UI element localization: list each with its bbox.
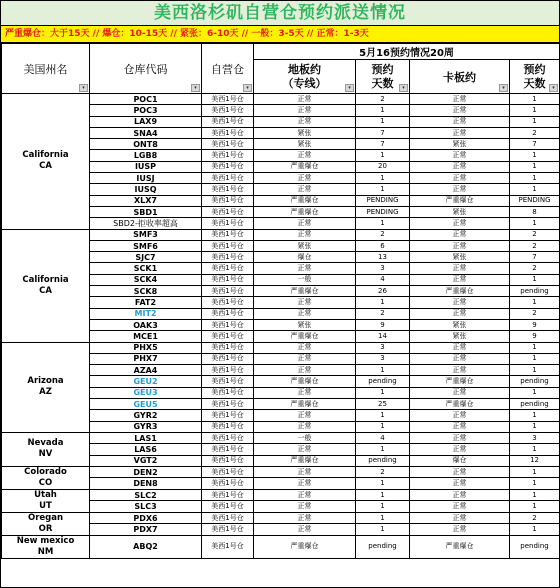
status-legend: 严重爆仓：大于15天 // 爆仓：10-15天 // 紧张：6-10天 // 一般：3-5天 // 正常：1-3天	[1, 26, 559, 43]
floor-status-cell[interactable]: 一般	[254, 432, 356, 443]
pallet-days-cell[interactable]: 1	[510, 218, 560, 229]
warehouse-cell[interactable]: 美西1号仓	[202, 365, 254, 376]
warehouse-cell[interactable]: 美西1号仓	[202, 286, 254, 297]
floor-days-cell[interactable]: 1	[356, 150, 410, 161]
code-cell[interactable]: SMF6	[90, 240, 202, 251]
floor-status-cell[interactable]: 正常	[254, 173, 356, 184]
warehouse-cell[interactable]: 美西1号仓	[202, 524, 254, 536]
floor-days-cell[interactable]: 1	[356, 501, 410, 513]
table-row	[2, 466, 560, 478]
warehouse-cell[interactable]: 美西1号仓	[202, 150, 254, 161]
floor-status-cell[interactable]: 严重爆仓	[254, 535, 356, 558]
warehouse-cell[interactable]: 美西1号仓	[202, 387, 254, 398]
floor-days-cell[interactable]: 1	[356, 105, 410, 116]
floor-status-cell[interactable]: 正常	[254, 342, 356, 353]
warehouse-cell[interactable]: 美西1号仓	[202, 342, 254, 353]
state-cell[interactable]	[2, 229, 90, 342]
pallet-days-cell[interactable]: 1	[510, 365, 560, 376]
floor-days-cell[interactable]: 1	[356, 478, 410, 490]
pallet-days-cell[interactable]: pending	[510, 376, 560, 387]
code-cell[interactable]: LAS1	[90, 432, 202, 443]
floor-status-cell[interactable]: 正常	[254, 421, 356, 432]
floor-booking-header[interactable]: 地板约 （专线） ▾	[254, 60, 356, 94]
pallet-status-cell[interactable]: 正常	[410, 501, 510, 513]
pallet-status-cell[interactable]: 紧张	[410, 319, 510, 330]
pallet-days-cell[interactable]: 8	[510, 206, 560, 217]
code-cell[interactable]: VGT2	[90, 455, 202, 466]
floor-days-cell[interactable]: 2	[356, 466, 410, 478]
table-row	[2, 342, 560, 353]
warehouse-cell[interactable]: 美西1号仓	[202, 444, 254, 455]
floor-status-cell[interactable]: 正常	[254, 410, 356, 421]
state-cell[interactable]	[2, 342, 90, 432]
code-cell[interactable]: SNA4	[90, 127, 202, 138]
pallet-status-cell[interactable]: 正常	[410, 524, 510, 536]
state-cell[interactable]	[2, 94, 90, 230]
floor-status-cell[interactable]: 正常	[254, 184, 356, 195]
warehouse-cell[interactable]: 美西1号仓	[202, 94, 254, 105]
warehouse-cell[interactable]: 美西1号仓	[202, 218, 254, 229]
floor-status-cell[interactable]: 正常	[254, 297, 356, 308]
state-abbr: AZ	[39, 387, 52, 398]
code-cell[interactable]: IUSQ	[90, 184, 202, 195]
code-cell[interactable]: LAX9	[90, 116, 202, 127]
pallet-status-cell[interactable]: 严重爆仓	[410, 399, 510, 410]
pallet-status-cell[interactable]: 正常	[410, 274, 510, 285]
warehouse-cell[interactable]: 美西1号仓	[202, 116, 254, 127]
warehouse-cell[interactable]: 美西1号仓	[202, 206, 254, 217]
floor-status-cell[interactable]: 严重爆仓	[254, 161, 356, 172]
floor-status-cell[interactable]: 严重爆仓	[254, 286, 356, 297]
floor-days-cell[interactable]: 1	[356, 410, 410, 421]
filter-dropdown-icon[interactable]: ▾	[399, 84, 408, 92]
pallet-days-cell[interactable]: 12	[510, 455, 560, 466]
floor-status-cell[interactable]: 正常	[254, 512, 356, 524]
state-cell[interactable]	[2, 466, 90, 489]
floor-days-header[interactable]: 预约 天数 ▾	[356, 60, 410, 94]
floor-days-cell[interactable]: 1	[356, 218, 410, 229]
state-name: California	[22, 274, 69, 285]
warehouse-cell[interactable]: 美西1号仓	[202, 173, 254, 184]
warehouse-cell[interactable]: 美西1号仓	[202, 252, 254, 263]
pallet-days-cell[interactable]: 1	[510, 274, 560, 285]
code-cell[interactable]: LGB8	[90, 150, 202, 161]
pallet-status-cell[interactable]: 正常	[410, 94, 510, 105]
booking-table	[1, 43, 560, 559]
pallet-status-cell[interactable]: 严重爆仓	[410, 535, 510, 558]
pallet-status-cell[interactable]: 正常	[410, 105, 510, 116]
floor-status-cell[interactable]: 正常	[254, 501, 356, 513]
floor-days-cell[interactable]: pending	[356, 376, 410, 387]
code-cell[interactable]: GEU3	[90, 387, 202, 398]
floor-status-cell[interactable]: 紧张	[254, 127, 356, 138]
floor-days-cell[interactable]: 1	[356, 173, 410, 184]
floor-days-cell[interactable]: 1	[356, 387, 410, 398]
floor-status-cell[interactable]: 爆仓	[254, 252, 356, 263]
code-cell[interactable]: SBD2-拒收率超高	[90, 218, 202, 229]
pallet-status-cell[interactable]: 正常	[410, 184, 510, 195]
floor-days-cell[interactable]: PENDING	[356, 206, 410, 217]
floor-days-cell[interactable]: 1	[356, 365, 410, 376]
floor-days-cell[interactable]: 1	[356, 297, 410, 308]
floor-status-cell[interactable]: 紧张	[254, 319, 356, 330]
warehouse-cell[interactable]: 美西1号仓	[202, 274, 254, 285]
pallet-status-cell[interactable]: 正常	[410, 218, 510, 229]
pallet-status-cell[interactable]: 紧张	[410, 139, 510, 150]
warehouse-cell[interactable]: 美西1号仓	[202, 489, 254, 501]
floor-days-cell[interactable]: 1	[356, 116, 410, 127]
pallet-days-cell[interactable]: 1	[510, 387, 560, 398]
pallet-days-cell[interactable]: 1	[510, 342, 560, 353]
floor-days-cell[interactable]: 2	[356, 94, 410, 105]
code-cell[interactable]: SLC2	[90, 489, 202, 501]
warehouse-cell[interactable]: 美西1号仓	[202, 184, 254, 195]
code-cell[interactable]: AZA4	[90, 365, 202, 376]
warehouse-cell[interactable]: 美西1号仓	[202, 319, 254, 330]
pallet-status-cell[interactable]: 紧张	[410, 206, 510, 217]
pallet-days-cell[interactable]: 1	[510, 116, 560, 127]
filter-dropdown-icon[interactable]: ▾	[345, 84, 354, 92]
code-cell[interactable]: PHX7	[90, 353, 202, 364]
pallet-days-cell[interactable]: pending	[510, 535, 560, 558]
floor-days-cell[interactable]: 4	[356, 274, 410, 285]
floor-status-cell[interactable]: 严重爆仓	[254, 206, 356, 217]
code-cell[interactable]: SCK1	[90, 263, 202, 274]
warehouse-cell[interactable]: 美西1号仓	[202, 353, 254, 364]
floor-days-cell[interactable]: 3	[356, 263, 410, 274]
pallet-days-cell[interactable]: 7	[510, 139, 560, 150]
floor-days-cell[interactable]: 1	[356, 524, 410, 536]
code-cell[interactable]: SMF3	[90, 229, 202, 240]
code-cell[interactable]: SLC3	[90, 501, 202, 513]
state-name: Arizona	[27, 376, 64, 387]
state-name: California	[22, 150, 69, 161]
warehouse-cell[interactable]: 美西1号仓	[202, 229, 254, 240]
pallet-days-cell[interactable]: 1	[510, 173, 560, 184]
floor-days-cell[interactable]: pending	[356, 455, 410, 466]
floor-status-cell[interactable]: 正常	[254, 365, 356, 376]
pallet-days-cell[interactable]: 1	[510, 466, 560, 478]
floor-status-cell[interactable]: 正常	[254, 387, 356, 398]
pallet-days-cell[interactable]: 9	[510, 331, 560, 342]
floor-status-cell[interactable]: 正常	[254, 466, 356, 478]
pallet-days-cell[interactable]: pending	[510, 286, 560, 297]
state-abbr: NM	[37, 546, 54, 557]
filter-dropdown-icon[interactable]: ▾	[79, 84, 88, 92]
state-name: Nevada	[27, 438, 64, 449]
warehouse-cell[interactable]: 美西1号仓	[202, 376, 254, 387]
floor-days-cell[interactable]: 1	[356, 184, 410, 195]
floor-status-cell[interactable]: 正常	[254, 444, 356, 455]
floor-days-cell[interactable]: 26	[356, 286, 410, 297]
code-cell[interactable]: SCK4	[90, 274, 202, 285]
state-name: Utah	[34, 489, 57, 500]
floor-status-cell[interactable]: 正常	[254, 94, 356, 105]
pallet-status-cell[interactable]: 严重爆仓	[410, 195, 510, 206]
floor-status-cell[interactable]: 严重爆仓	[254, 376, 356, 387]
floor-days-cell[interactable]: PENDING	[356, 195, 410, 206]
floor-status-cell[interactable]: 正常	[254, 353, 356, 364]
warehouse-cell[interactable]: 美西1号仓	[202, 263, 254, 274]
pallet-status-cell[interactable]: 正常	[410, 116, 510, 127]
floor-days-cell[interactable]: 13	[356, 252, 410, 263]
filter-dropdown-icon[interactable]: ▾	[549, 84, 558, 92]
warehouse-cell[interactable]: 美西1号仓	[202, 105, 254, 116]
code-cell[interactable]: FAT2	[90, 297, 202, 308]
state-abbr: CA	[39, 161, 52, 172]
pallet-days-cell[interactable]: pending	[510, 399, 560, 410]
table-row	[2, 229, 560, 240]
floor-days-cell[interactable]: 4	[356, 432, 410, 443]
floor-days-cell[interactable]: 9	[356, 319, 410, 330]
code-cell[interactable]: DEN8	[90, 478, 202, 490]
filter-dropdown-icon[interactable]: ▾	[191, 84, 200, 92]
pallet-days-cell[interactable]: 1	[510, 444, 560, 455]
table-row	[2, 489, 560, 501]
pallet-days-cell[interactable]: 1	[510, 150, 560, 161]
floor-status-cell[interactable]: 正常	[254, 263, 356, 274]
table-row	[2, 512, 560, 524]
pallet-days-cell[interactable]: 2	[510, 240, 560, 251]
floor-days-cell[interactable]: 3	[356, 342, 410, 353]
code-cell[interactable]: POC1	[90, 94, 202, 105]
code-cell[interactable]: MCE1	[90, 331, 202, 342]
warehouse-cell[interactable]: 美西1号仓	[202, 455, 254, 466]
pallet-days-cell[interactable]: 2	[510, 263, 560, 274]
warehouse-cell[interactable]: 美西1号仓	[202, 421, 254, 432]
pallet-status-cell[interactable]: 正常	[410, 161, 510, 172]
warehouse-cell[interactable]: 美西1号仓	[202, 127, 254, 138]
floor-status-cell[interactable]: 正常	[254, 524, 356, 536]
pallet-status-cell[interactable]: 正常	[410, 308, 510, 319]
table-row	[2, 94, 560, 105]
pallet-status-cell[interactable]: 正常	[410, 466, 510, 478]
state-name: Colorado	[24, 466, 67, 477]
warehouse-cell[interactable]: 美西1号仓	[202, 535, 254, 558]
pallet-days-cell[interactable]: 1	[510, 105, 560, 116]
pallet-days-cell[interactable]: 1	[510, 161, 560, 172]
floor-days-cell[interactable]: 2	[356, 229, 410, 240]
pallet-days-cell[interactable]: 1	[510, 94, 560, 105]
pallet-days-cell[interactable]: 2	[510, 512, 560, 524]
code-cell[interactable]: GYR2	[90, 410, 202, 421]
pallet-status-cell[interactable]: 正常	[410, 263, 510, 274]
state-cell[interactable]	[2, 432, 90, 466]
floor-status-cell[interactable]: 正常	[254, 116, 356, 127]
filter-dropdown-icon[interactable]: ▾	[243, 84, 252, 92]
warehouse-cell[interactable]: 美西1号仓	[202, 501, 254, 513]
code-cell[interactable]: POC3	[90, 105, 202, 116]
state-column-header[interactable]: 美国州名 ▾	[2, 44, 90, 94]
state-cell[interactable]	[2, 535, 90, 558]
floor-status-cell[interactable]: 紧张	[254, 139, 356, 150]
code-column-header[interactable]: 仓库代码 ▾	[90, 44, 202, 94]
pallet-days-cell[interactable]: 9	[510, 319, 560, 330]
pallet-status-cell[interactable]: 正常	[410, 150, 510, 161]
pallet-days-cell[interactable]: 7	[510, 252, 560, 263]
warehouse-cell[interactable]: 美西1号仓	[202, 139, 254, 150]
pallet-status-cell[interactable]: 正常	[410, 489, 510, 501]
floor-days-cell[interactable]: 25	[356, 399, 410, 410]
code-cell[interactable]: ABQ2	[90, 535, 202, 558]
warehouse-cell[interactable]: 美西1号仓	[202, 432, 254, 443]
floor-days-cell[interactable]: 6	[356, 240, 410, 251]
pallet-status-cell[interactable]: 正常	[410, 410, 510, 421]
filter-dropdown-icon[interactable]: ▾	[499, 84, 508, 92]
pallet-status-cell[interactable]: 正常	[410, 432, 510, 443]
code-cell[interactable]: LAS6	[90, 444, 202, 455]
code-cell[interactable]: GYR3	[90, 421, 202, 432]
pallet-days-header[interactable]: 预约 天数 ▾	[510, 60, 560, 94]
state-cell[interactable]	[2, 489, 90, 512]
code-cell[interactable]: PHX5	[90, 342, 202, 353]
pallet-status-cell[interactable]: 紧张	[410, 252, 510, 263]
pallet-days-cell[interactable]: 2	[510, 229, 560, 240]
state-abbr: CO	[38, 477, 53, 488]
pallet-days-cell[interactable]: 1	[510, 489, 560, 501]
pallet-status-cell[interactable]: 正常	[410, 353, 510, 364]
pallet-status-cell[interactable]: 正常	[410, 229, 510, 240]
pallet-days-cell[interactable]: PENDING	[510, 195, 560, 206]
pallet-days-cell[interactable]: 2	[510, 308, 560, 319]
warehouse-cell[interactable]: 美西1号仓	[202, 466, 254, 478]
floor-days-cell[interactable]: 7	[356, 139, 410, 150]
floor-status-cell[interactable]: 严重爆仓	[254, 331, 356, 342]
floor-status-cell[interactable]: 正常	[254, 150, 356, 161]
pallet-status-cell[interactable]: 正常	[410, 173, 510, 184]
pallet-status-cell[interactable]: 严重爆仓	[410, 376, 510, 387]
code-cell[interactable]: SCK8	[90, 286, 202, 297]
code-cell[interactable]: XLX7	[90, 195, 202, 206]
pallet-status-cell[interactable]: 正常	[410, 342, 510, 353]
code-cell[interactable]: PDX6	[90, 512, 202, 524]
warehouse-cell[interactable]: 美西1号仓	[202, 240, 254, 251]
pallet-status-cell[interactable]: 正常	[410, 297, 510, 308]
pallet-days-cell[interactable]: 3	[510, 432, 560, 443]
code-cell[interactable]: OAK3	[90, 319, 202, 330]
code-cell[interactable]: SBD1	[90, 206, 202, 217]
pallet-days-cell[interactable]: 1	[510, 184, 560, 195]
code-cell[interactable]: ONT8	[90, 139, 202, 150]
pallet-status-cell[interactable]: 正常	[410, 127, 510, 138]
warehouse-cell[interactable]: 美西1号仓	[202, 195, 254, 206]
table-row	[2, 432, 560, 443]
floor-days-cell[interactable]: 1	[356, 512, 410, 524]
floor-days-cell[interactable]: pending	[356, 535, 410, 558]
pallet-status-cell[interactable]: 正常	[410, 444, 510, 455]
floor-status-cell[interactable]: 严重爆仓	[254, 399, 356, 410]
floor-days-cell[interactable]: 1	[356, 444, 410, 455]
code-cell[interactable]: PDX7	[90, 524, 202, 536]
state-abbr: OR	[38, 523, 53, 534]
floor-status-cell[interactable]: 严重爆仓	[254, 455, 356, 466]
pallet-status-cell[interactable]: 正常	[410, 387, 510, 398]
table-row	[2, 535, 560, 558]
warehouse-cell[interactable]: 美西1号仓	[202, 297, 254, 308]
floor-days-cell[interactable]: 3	[356, 353, 410, 364]
code-cell[interactable]: DEN2	[90, 466, 202, 478]
floor-days-cell[interactable]: 1	[356, 489, 410, 501]
state-name: Oregan	[27, 512, 64, 523]
code-cell[interactable]: SJC7	[90, 252, 202, 263]
warehouse-cell[interactable]: 美西1号仓	[202, 512, 254, 524]
warehouse-column-header[interactable]: 自营仓 ▾	[202, 44, 254, 94]
floor-status-cell[interactable]: 严重爆仓	[254, 195, 356, 206]
warehouse-cell[interactable]: 美西1号仓	[202, 308, 254, 319]
pallet-status-cell[interactable]: 正常	[410, 421, 510, 432]
floor-status-cell[interactable]: 正常	[254, 478, 356, 490]
pallet-status-cell[interactable]: 正常	[410, 478, 510, 490]
pallet-days-cell[interactable]: 1	[510, 297, 560, 308]
pallet-status-cell[interactable]: 严重爆仓	[410, 286, 510, 297]
pallet-days-cell[interactable]: 2	[510, 127, 560, 138]
warehouse-cell[interactable]: 美西1号仓	[202, 331, 254, 342]
floor-status-cell[interactable]: 正常	[254, 218, 356, 229]
pallet-booking-header[interactable]: 卡板约 ▾	[410, 60, 510, 94]
pallet-days-cell[interactable]: 1	[510, 524, 560, 536]
pallet-status-cell[interactable]: 正常	[410, 512, 510, 524]
floor-days-cell[interactable]: 7	[356, 127, 410, 138]
state-abbr: NV	[38, 449, 53, 460]
code-cell[interactable]: GEU2	[90, 376, 202, 387]
warehouse-cell[interactable]: 美西1号仓	[202, 478, 254, 490]
code-cell[interactable]: IUSP	[90, 161, 202, 172]
warehouse-cell[interactable]: 美西1号仓	[202, 410, 254, 421]
floor-days-cell[interactable]: 1	[356, 421, 410, 432]
pallet-days-cell[interactable]: 1	[510, 410, 560, 421]
state-abbr: CA	[39, 285, 52, 296]
floor-status-cell[interactable]: 正常	[254, 308, 356, 319]
floor-status-cell[interactable]: 正常	[254, 105, 356, 116]
floor-days-cell[interactable]: 14	[356, 331, 410, 342]
pallet-days-cell[interactable]: 1	[510, 353, 560, 364]
warehouse-cell[interactable]: 美西1号仓	[202, 399, 254, 410]
floor-status-cell[interactable]: 正常	[254, 229, 356, 240]
floor-status-cell[interactable]: 正常	[254, 489, 356, 501]
code-cell[interactable]: MIT2	[90, 308, 202, 319]
pallet-days-cell[interactable]: 1	[510, 478, 560, 490]
floor-status-cell[interactable]: 一般	[254, 274, 356, 285]
pallet-status-cell[interactable]: 正常	[410, 365, 510, 376]
pallet-status-cell[interactable]: 紧张	[410, 331, 510, 342]
table-body	[2, 94, 560, 559]
code-cell[interactable]: GEU5	[90, 399, 202, 410]
pallet-status-cell[interactable]: 爆仓	[410, 455, 510, 466]
pallet-days-cell[interactable]: 1	[510, 421, 560, 432]
sheet-title: 美西洛杉矶自营仓预约派送情况	[1, 1, 559, 26]
warehouse-cell[interactable]: 美西1号仓	[202, 161, 254, 172]
pallet-status-cell[interactable]: 正常	[410, 240, 510, 251]
floor-status-cell[interactable]: 紧张	[254, 240, 356, 251]
period-header: 5月16预约情况20周	[254, 44, 560, 60]
state-name: New mexico	[16, 535, 75, 546]
state-cell[interactable]	[2, 512, 90, 535]
floor-days-cell[interactable]: 2	[356, 308, 410, 319]
code-cell[interactable]: IUSJ	[90, 173, 202, 184]
state-abbr: UT	[39, 500, 52, 511]
pallet-days-cell[interactable]: 1	[510, 501, 560, 513]
floor-days-cell[interactable]: 20	[356, 161, 410, 172]
